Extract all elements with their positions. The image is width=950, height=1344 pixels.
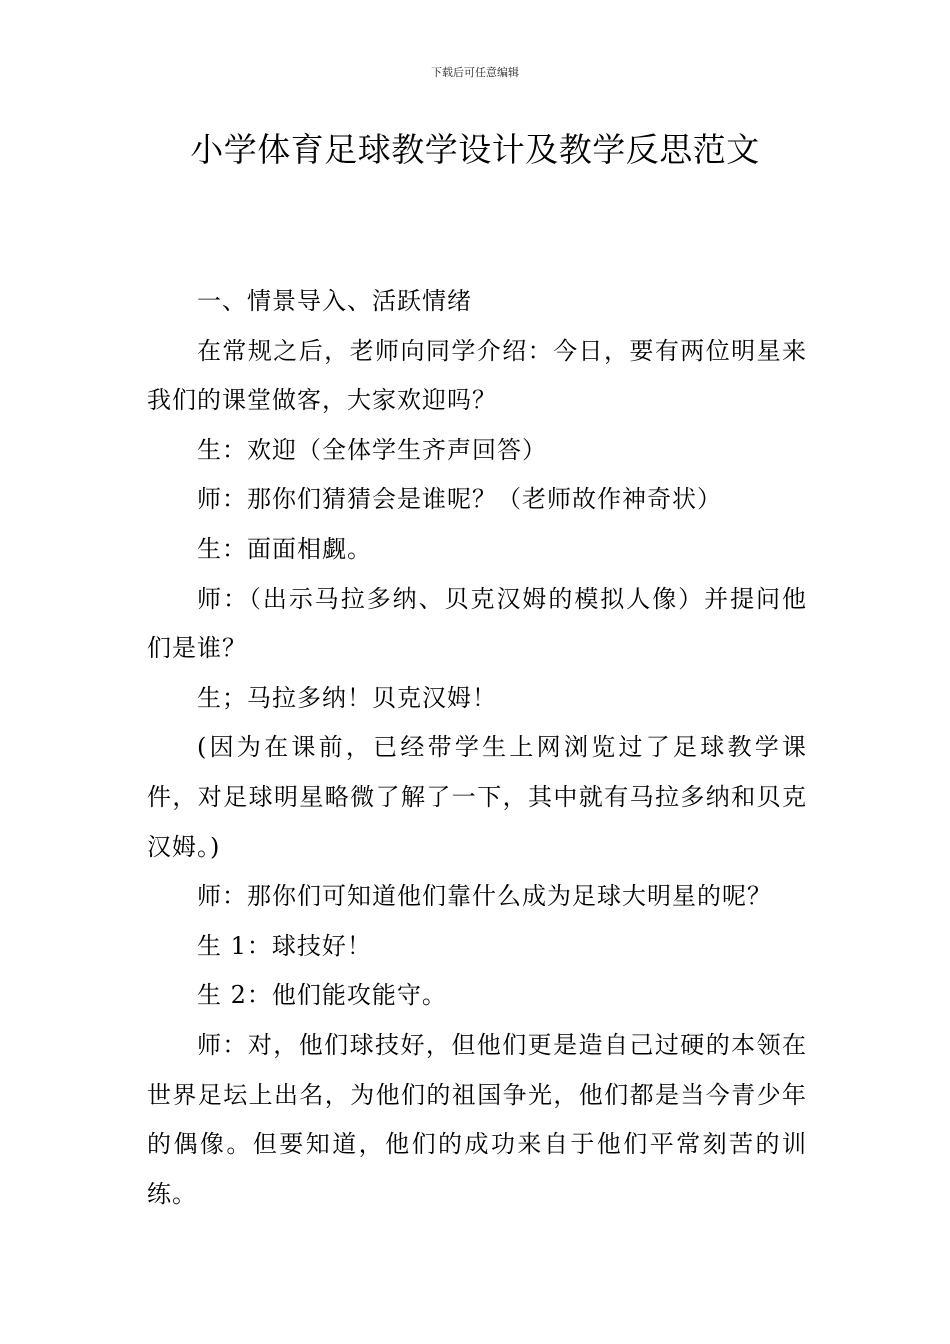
paragraph: 师：那你们猜猜会是谁呢？（老师故作神奇状） (197, 485, 722, 514)
paragraph: 生 1：球技好！ (197, 931, 372, 960)
paragraph: 生 2：他们能攻能守。 (197, 981, 447, 1010)
paragraph: 师：那你们可知道他们靠什么成为足球大明星的呢？ (197, 882, 772, 911)
document-body (147, 277, 807, 1219)
paragraph: 生：面面相觑。 (197, 534, 372, 563)
paragraph: 一、情景导入、活跃情绪 (197, 287, 472, 315)
paragraph: 生；马拉多纳！贝克汉姆！ (197, 683, 497, 712)
paragraph: 师：对，他们球技好，但他们更是造自己过硬的本领在世界足坛上出名，为他们的祖国争光，他们都是当今青少年的偶像。但要知道，他们的成功来自于他们平常刻苦的训练。 (147, 1030, 807, 1208)
document-title: 小学体育足球教学设计及教学反思范文 (190, 130, 760, 169)
paragraph: 师：（出示马拉多纳、贝克汉姆的模拟人像）并提问他们是谁？ (147, 584, 807, 663)
paragraph: 在常规之后，老师向同学介绍：今日，要有两位明星来我们的课堂做客，大家欢迎吗？ (147, 336, 807, 415)
paragraph: 生：欢迎（全体学生齐声回答） (197, 435, 547, 464)
paragraph: (因为在课前，已经带学生上网浏览过了足球教学课件，对足球明星略微了解了一下，其中就有马拉多纳和贝克汉姆。) (147, 733, 807, 861)
header-note: 下载后可任意编辑 (431, 66, 519, 79)
